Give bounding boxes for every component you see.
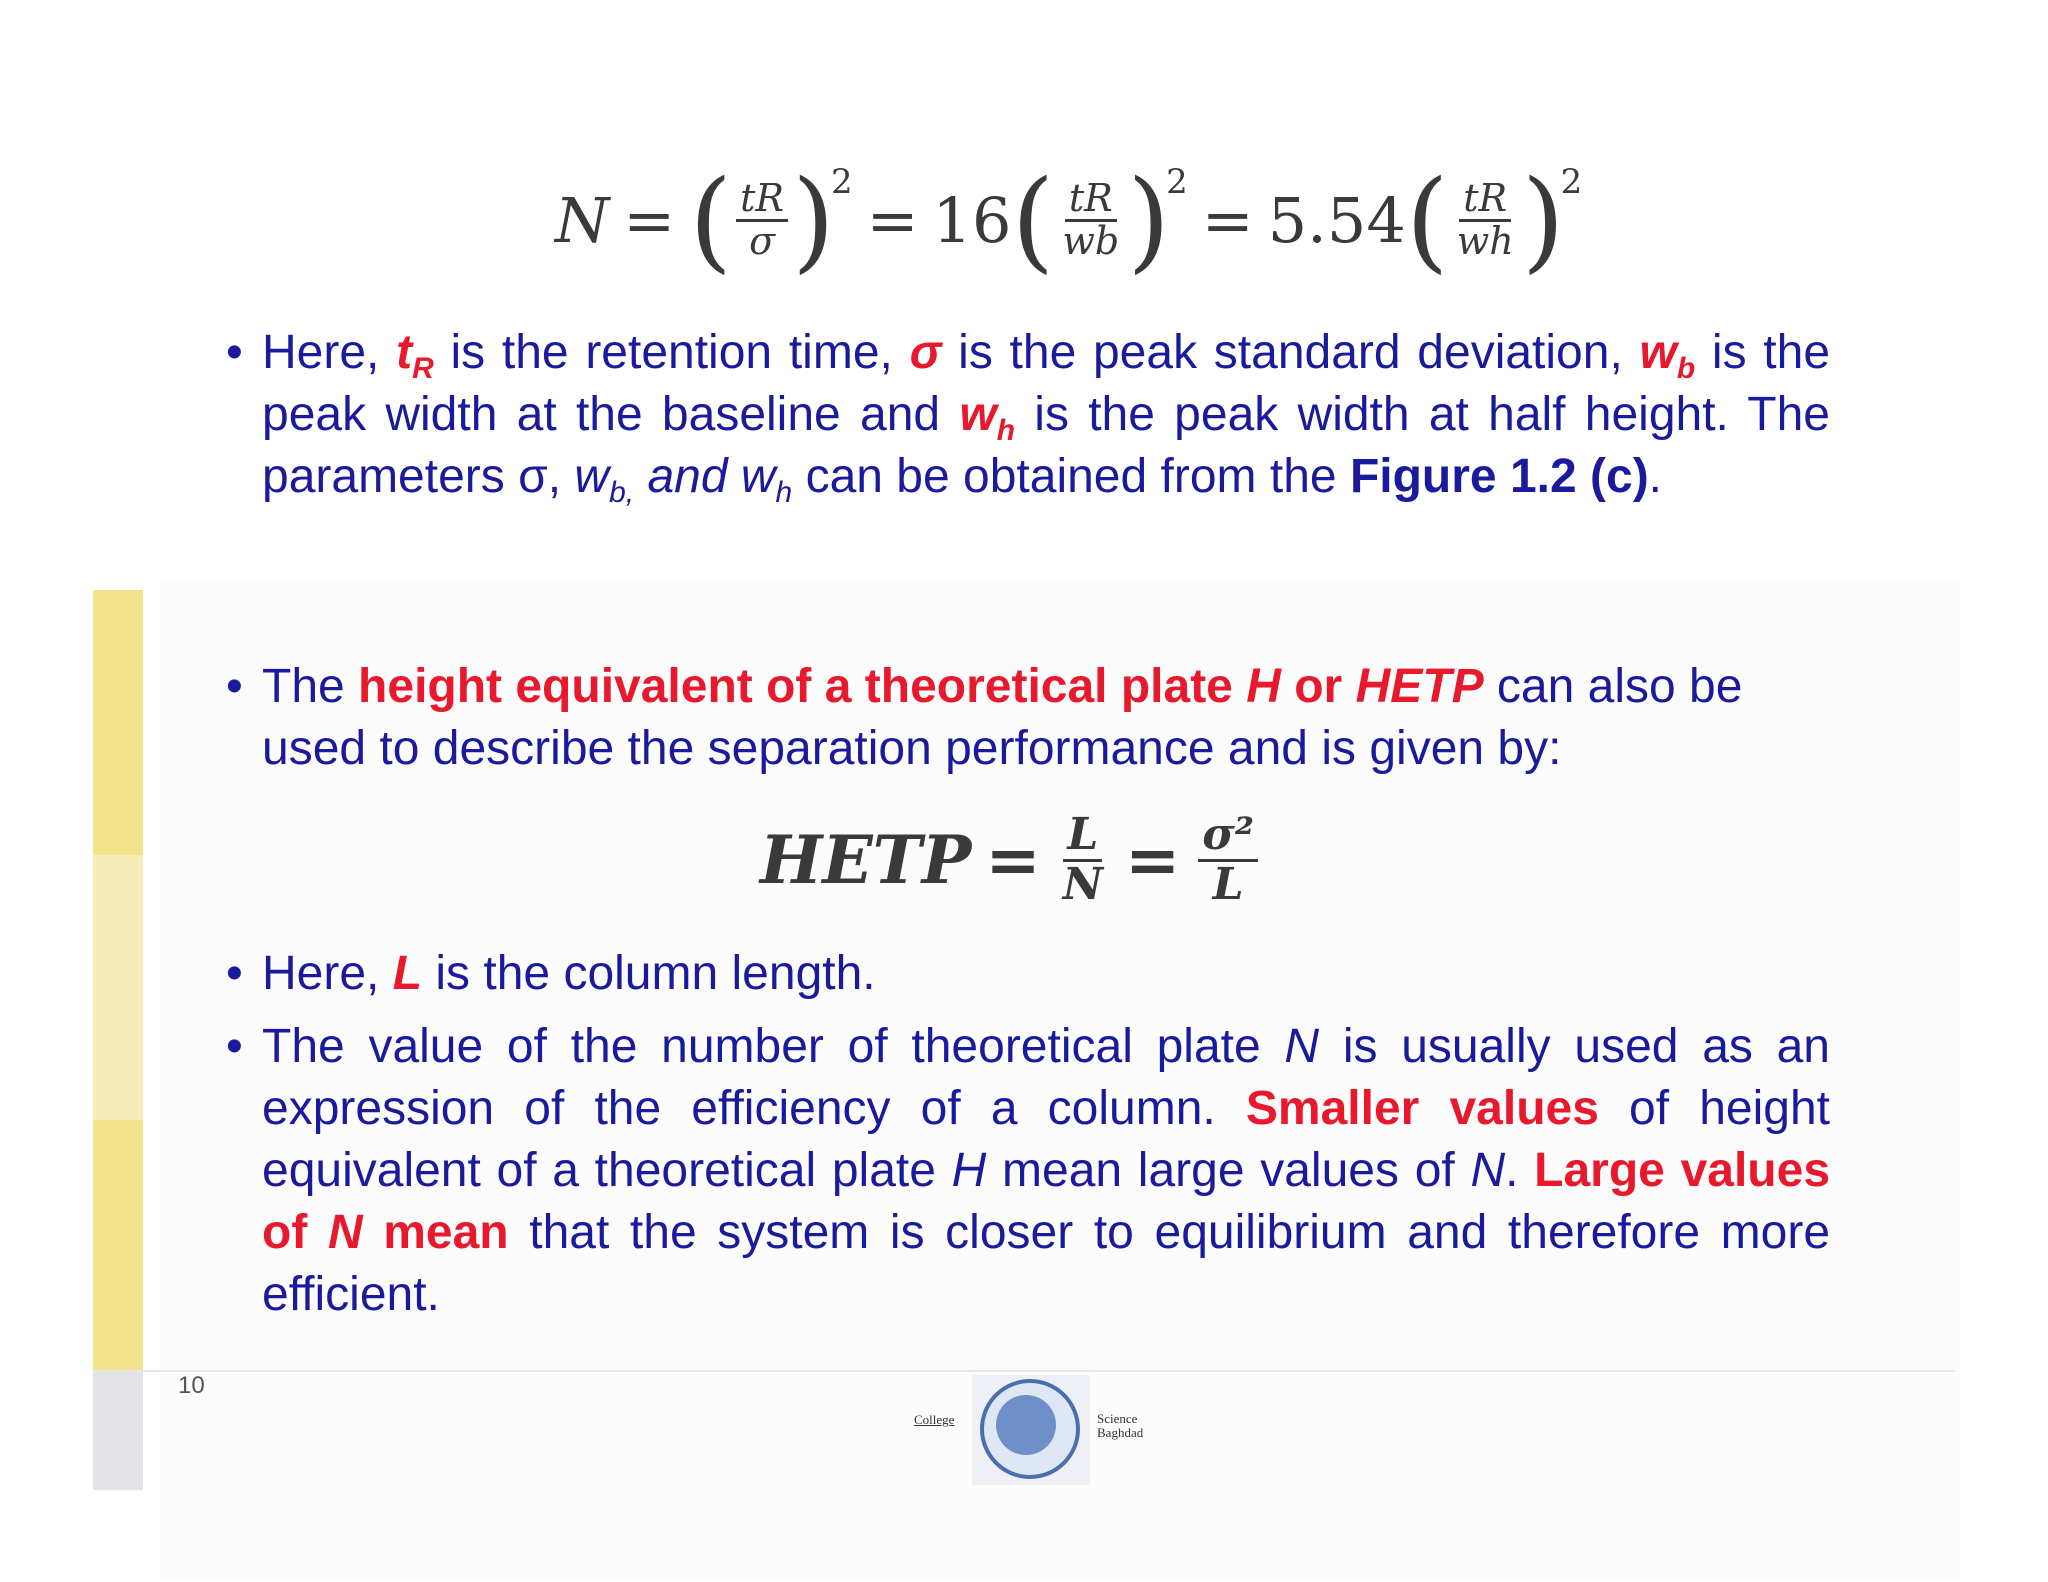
fraction-tr-sigma: $\frac{tR}{\sigma}$ (736, 179, 788, 262)
logo-emblem-icon (996, 1395, 1056, 1455)
college-logo (972, 1375, 1090, 1485)
eq-equals: = (623, 183, 676, 257)
bullet-column-length: • Here, L is the column length. (226, 947, 876, 1000)
bullet-hetp: • The height equivalent of a theoretical plate H or HETP can also be used to describe the separation performance and is given by: (226, 660, 1743, 775)
accent-bar-top (93, 590, 143, 855)
eq-lhs-n: N (555, 183, 610, 257)
fraction-tr-wb: $\frac{tR}{wb}$ (1062, 175, 1120, 263)
accent-bar-bottom (93, 1370, 143, 1490)
fraction-tr-wh: $\frac{tR}{wh}$ (1456, 175, 1514, 263)
fraction-l-n: $\frac{L}{N}$ (1062, 809, 1103, 910)
accent-bar-middle (93, 855, 143, 1120)
fraction-sigma2-l: $\frac{\text{σ²}}{L}$ (1198, 812, 1258, 907)
coef-16: 16 (932, 183, 1012, 257)
logo-caption-right: Science Baghdad (1097, 1411, 1144, 1440)
bullet-definitions: • Here, $t_R$ is the retention time, σ is the peak standard deviation, $w_b$ is the peak width at the baseline and $w_h$ is the peak width at half height. The parameters σ, $w_{b,}$ and $w_h$ can be obtained from the Figure 1.2 (c). (226, 326, 1831, 509)
logo-caption-left: College (914, 1412, 955, 1427)
figure-reference: Figure 1.2 (c) (1349, 450, 1649, 503)
plate-number-equation: N = ( $\frac{tR}{\sigma}$ ) 2 = 16 ( $\frac{tR}{wb}$ ) 2 = 5.54 ( $\frac{tR}{wh}$ ) 2 (555, 156, 1583, 284)
bullet-efficiency: • The value of the number of theoretical plate N is usually used as an expression of the efficiency of a column. Smaller values of height equivalent of a theoretical plate H mean large values of N. Large values of N mean that the system is closer to equilibrium and therefore more efficient. (226, 1020, 1831, 1321)
coef-5-54: 5.54 (1267, 183, 1406, 257)
hetp-equation: HETP = $\frac{L}{N}$ = $\frac{\text{σ²}}{L}$ (760, 790, 1262, 930)
eq-lhs-hetp: HETP (760, 821, 972, 899)
footer-divider (93, 1370, 1955, 1372)
page-number: 10 (178, 1372, 205, 1399)
accent-bar-lower (93, 1120, 143, 1370)
